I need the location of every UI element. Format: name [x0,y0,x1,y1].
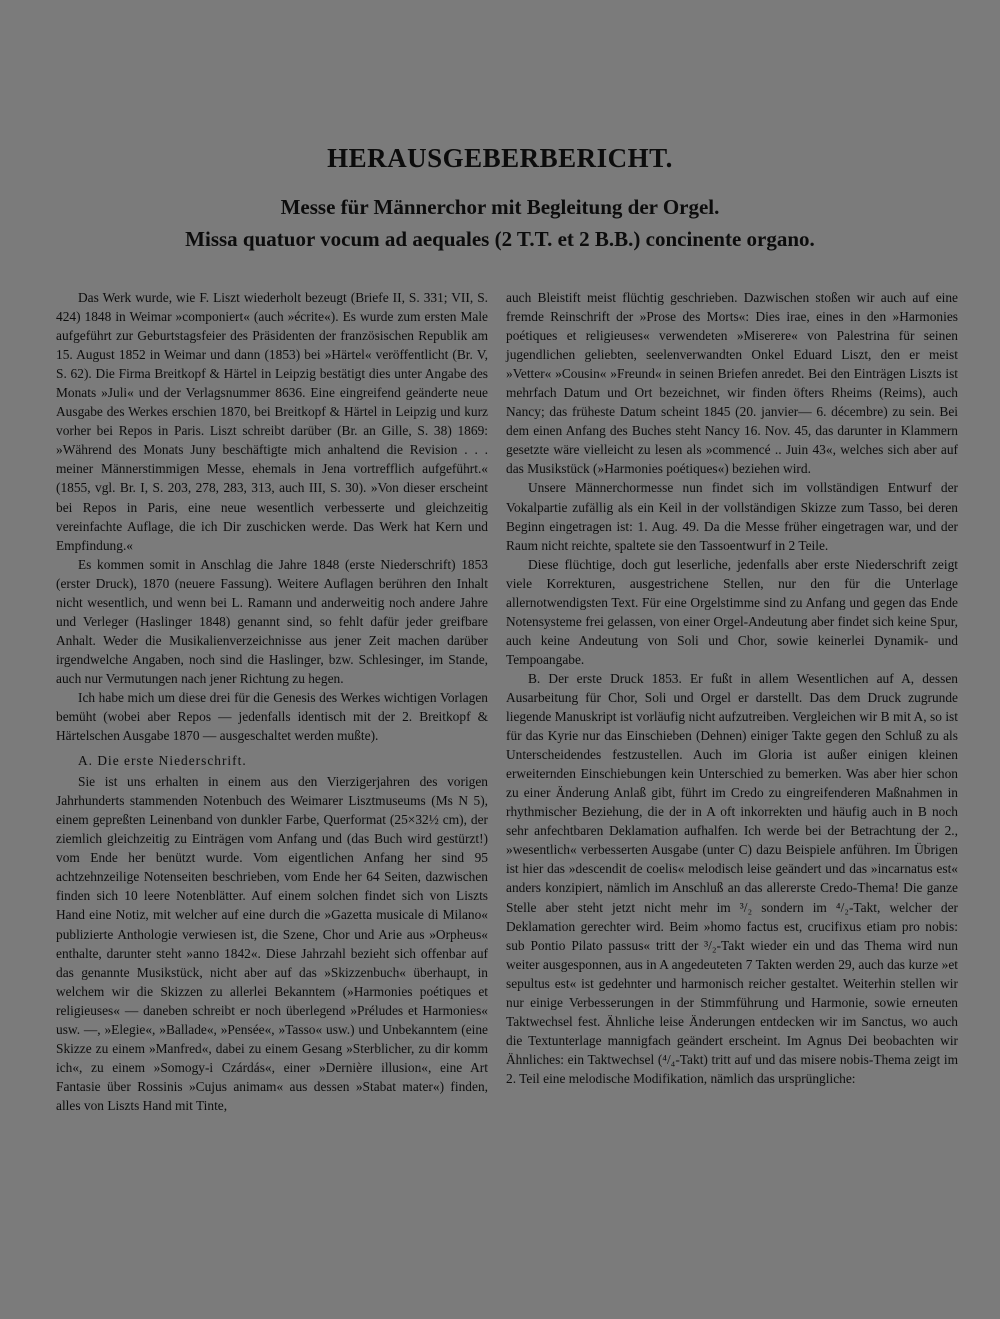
section-heading-a: A. Die erste Niederschrift. [78,753,247,769]
left-column [56,288,488,1115]
paragraph: Diese flüchtige, doch gut leserliche, jedenfalls aber erste Niederschrift zeigt viele Korrekturen, ausgestrichene Stellen, nur den für die Unterlage allernotwendigsten Text. Für eine Orgelstimme sind zu Anfang und gegen das Ende Notensysteme frei gelassen, von einer Orgel-Andeutung aber findet sich keine Spur, auch keine Andeutung von Soli und Chor, sowie keinerlei Dynamik- und Tempoangabe. [506,556,958,667]
paragraph: Es kommen somit in Anschlag die Jahre 1848 (erste Niederschrift) 1853 (erster Druck), 1870 (neuere Fassung). Weitere Auflagen berühren den Inhalt nicht wesentlich, und wenn bei L. Ramann und anderweitig noch andere Jahre und Verleger (Haslinger 1848) genannt sind, so fehlt dafür jeder greifbare Anhalt. Weder die Musikalienverzeichnisse aus jener Zeit machen darüber irgendwelche Angaben, noch sind die Haslinger, bzw. Schlesinger, im Stande, auch nur Vermutungen nach jener Richtung zu hegen. [56,556,488,686]
page-title: HERAUSGEBERBERICHT. [327,143,673,173]
right-column [506,288,958,1088]
paragraph: Unsere Männerchormesse nun findet sich im vollständigen Entwurf der Vokalpartie zufällig als ein Keil in der vollständigen Skizze zum Tasso, bei deren Beginn eingetragen ist: 1. Aug. 49. Da die Messe früher eingetragen war, und der Raum nicht reichte, spaltete sie den Tassoentwurf in 2 Teile. [506,480,958,553]
paragraph: B. Der erste Druck 1853. Er fußt in allem Wesentlichen auf A, dessen Ausarbeitung für Chor, Soli und Orgel er darstellt. Das dem Druck zugrunde liegende Manuskript ist vorläufig nicht aufzutreiben. Vergleichen wir B mit A, so ist für das Kyrie nur das Einschieben (Dehnen) einiger Takte gegen den Schluß zu als Unterscheidendes festzustellen. Auch im Gloria ist außer einigen kleinen erweiternden Einschiebungen kein Unterschied zu bemerken. Was aber hier schon zu einer Änderung Anlaß gibt, führt im Credo zu eingreifenderen Maßnahmen in rhythmischer Beziehung, die der in A oft inkorrekten und häufig auch in B noch sehr anfechtbaren Deklamation aufhalfen. Ich werde bei der Betrachtung der 2., »wesentlich« verbesserten Ausgabe (unter C) dazu Beispiele anführen. Im Übrigen ist hier das »descendit de coelis« melodisch leise geändert und das »incarnatus est« anders konzipiert, nämlich im Anschluß an das allererste Credo-Thema! Die ganze Stelle aber steht jetzt nicht mehr im ³/₂ sondern im ⁴/₂-Takt, welcher der Deklamation gerechter wird. Beim »homo factus est, crucifixus etiam pro nobis: sub Pontio Pilato passus« tritt der ³/₂-Takt wieder ein und das Thema wird nun weiter ausgesponnen, aus in A angedeuteten 7 Takten werden 29, auch das kurze »et sepultus est« ist gedehnter und harmonisch reicher gestaltet. Weiterhin stellen wir nur einige Verbesserungen in der Stimmführung und Harmonie, sowie erneuten Taktwechsel fest. Ähnliche leise Änderungen entdecken wir im Sanctus, wo auch die Textunterlage mannigfach geändert erscheint. Im Agnus Dei beobachten wir Ähnliches: ein Taktwechsel (⁴/₄-Takt) tritt auf und das misere nobis-Thema zeigt im 2. Teil eine melodische Modifikation, nämlich das ursprüngliche: [506,670,958,1086]
paragraph: auch Bleistift meist flüchtig geschrieben. Dazwischen stoßen wir auch auf eine fremde Reinschrift der »Prose des Morts«: Dies irae, eines in den »Harmonies poétiques et religieuses« verwendeten »Miserere« von Palestrina für seinen jugendlichen geliebten, seelenverwandten Onkel Eduard Liszt, den er meist »Vetter« »Cousin« »Freund« in seinen Briefen anredet. Bei den Einträgen Liszts ist mehrfach Datum und Ort bezeichnet, wir finden öfters Rheims (Reims), auch Nancy; das früheste Datum scheint 1845 (20. janvier— 6. décembre) zu sein. Bei dem einen Anfang des Buches steht Nancy 16. Nov. 45, das darunter in Klammern gesetzte wäre vielleicht zu lesen als »commencé .. Juin 43«, welches sich aber auf das Musikstück (»Harmonies poétiques«) beziehen wird. [506,290,958,477]
subtitle-latin: Missa quatuor vocum ad aequales (2 T.T. et 2 B.B.) concinente organo. [185,227,815,251]
paragraph: Sie ist uns erhalten in einem aus den Vierzigerjahren des vorigen Jahrhunderts stammenden Notenbuch des Weimarer Lisztmuseums (Ms N 5), einem gepreßten Leinenband von dunkler Farbe, Querformat (25×32½ cm), der ziemlich gleichzeitig zu Einträgen vom Anfang und (das Buch wird gestürzt!) vom Ende her benützt wurde. Vom eigentlichen Anfang her sind 95 achtzehnzeilige Notenseiten beschrieben, vom Ende her 64 Seiten, dazwischen finden sich 10 leere Notenblätter. Auf einem solchen findet sich von Liszts Hand eine Notiz, mit welcher auf eine durch die »Gazetta musicale di Milano« publizierte Anthologie verwiesen ist, die Szene, Chor und Arie aus »Orpheus« enthalte, darunter steht »anno 1842«. Diese Jahrzahl bezieht sich offenbar auf das genannte Musikstück, nicht aber auf das »Skizzenbuch« überhaupt, in welchem wir die Skizzen zu allerlei Bekanntem (»Harmonies poétiques et religieuses« — daneben schreibt er noch überlegend »Préludes et Harmonies« usw. —, »Elegie«, »Ballade«, »Pensée«, »Tasso« usw.) und Unbekanntem (eine Skizze zu einem »Manfred«, dabei zu einem Gesang »Sterblicher, zu dir komm ich«, zu einem »Somogy-i Czárdás«, einer »Dernière illusion«, eine Art Fantasie über Rossinis »Cujus animam« aus dessen »Stabat mater«) finden, alles von Liszts Hand mit Tinte, [56,774,488,1113]
subtitle-german: Messe für Männerchor mit Begleitung der Orgel. [280,195,720,219]
paragraph: Ich habe mich um diese drei für die Genesis des Werkes wichtigen Vorlagen bemüht (wobei aber Repos — jedenfalls identisch mit der 2. Breitkopf & Härtelschen Ausgabe 1870 — ausgeschaltet werden mußte). [56,689,488,744]
paragraph: Das Werk wurde, wie F. Liszt wiederholt bezeugt (Briefe II, S. 331; VII, S. 424) 1848 in Weimar »componiert« (auch »écrite«). Es wurde zum ersten Male aufgeführt zur Geburtstagsfeier des Präsidenten der französischen Republik am 15. August 1852 in Weimar und dann (1853) bei »Härtel« veröffentlicht (Br. V, S. 62). Die Firma Breitkopf & Härtel in Leipzig bestätigt dies unter Angabe des Monats »Juli« und der Verlagsnummer 8636. Eine eingreifend geänderte neue Ausgabe des Werkes erschien 1870, bei Breitkopf & Härtel in Leipzig und kurz vorher bei Repos in Paris. Liszt schreibt darüber (Br. an Gille, S. 38) 1869: »Während des Monats Juny beschäftigte mich anhaltend die Revision . . . meiner Männerstimmigen Messe, ehemals in Jena vortrefflich aufgeführt.« (1855, vgl. Br. I, S. 203, 278, 283, 313, auch III, S. 30). »Von dieser erscheint bei Repos in Paris, eine neue wesentlich verbesserte und gleichzeitig vereinfachte Auflage, die ich Dir zuschicken werde. Das Werk hat Kern und Empfindung.« [56,290,488,553]
